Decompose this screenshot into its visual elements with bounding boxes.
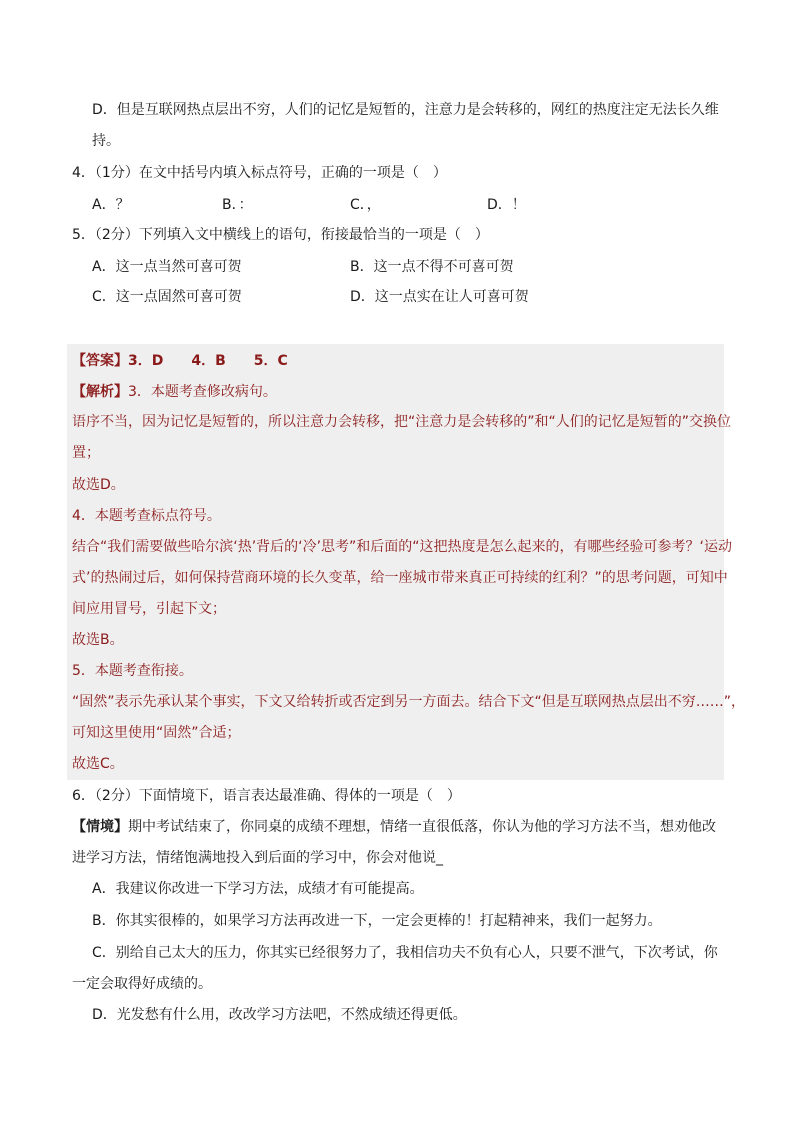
analysis-q4-line3: 间应用冒号，引起下文； [72, 601, 226, 617]
q4-stem: 4．（1分）在文中括号内填入标点符号，正确的一项是（ ） [72, 165, 447, 181]
analysis-q3-conclusion: 故选D。 [72, 477, 125, 493]
q6-option-b: B．你其实很棒的，如果学习方法再改进一下，一定会更棒的！打起精神来，我们一起努力。 [92, 913, 662, 929]
analysis-q4-head: 4．本题考查标点符号。 [72, 508, 221, 524]
q5-option-c: C．这一点固然可喜可贺 [92, 289, 242, 305]
q4-option-a: A．？ [92, 197, 130, 213]
q6-option-a: A．我建议你改进一下学习方法，成绩才有可能提高。 [92, 881, 424, 897]
q6-stem: 6．（2分）下面情境下，语言表达最准确、得体的一项是（ ） [72, 788, 461, 804]
q4-option-c: C．， [350, 197, 381, 213]
analysis-q3-line2: 置； [72, 445, 100, 461]
q6-option-d: D．光发愁有什么用，改改学习方法吧，不然成绩还得更低。 [92, 1007, 467, 1023]
q6-context-line2: 进学习方法，情绪饱满地投入到后面的学习中，你会对他说_ [72, 850, 443, 866]
q3-option-d-line1: D．但是互联网热点层出不穷，人们的记忆是短暂的，注意力是会转移的，网红的热度注定无法长久维 [92, 102, 719, 118]
q6-option-c-line2: 一定会取得好成绩的。 [72, 976, 212, 992]
analysis-q3-line1: 语序不当，因为记忆是短暂的，所以注意力会转移，把“注意力是会转移的”和“人们的记忆是短暂的”交换位 [72, 414, 732, 430]
q6-context-text: 期中考试结束了，你同桌的成绩不理想，情绪一直很低落，你认为他的学习方法不当，想劝他改 [128, 819, 716, 835]
answers-row [72, 351, 288, 371]
q6-context-line1 [72, 817, 716, 837]
q6-context-label: 【情境】 [72, 819, 128, 835]
analysis-q5-head: 5．本题考查衔接。 [72, 663, 193, 679]
q5-option-a: A．这一点当然可喜可贺 [92, 259, 242, 275]
q4-option-d: D．！ [487, 197, 526, 213]
analysis-label: 【解析】 [72, 384, 128, 400]
q5-option-b: B．这一点不得不可喜可贺 [350, 259, 514, 275]
analysis-q5-line2: 可知这里使用“固然”合适； [72, 725, 241, 741]
q6-option-c-line1: C．别给自己太大的压力，你其实已经很努力了，我相信功夫不负有心人，只要不泄气，下次考试，你 [92, 945, 718, 961]
q5-stem: 5．（2分）下列填入文中横线上的语句，衔接最恰当的一项是（ ） [72, 227, 489, 243]
analysis-row [72, 382, 277, 402]
analysis-q5-line1: “固然”表示先承认某个事实，下文又给转折或否定到另一方面去。结合下文“但是互联网热点层出不穷……”， [72, 694, 746, 710]
analysis-q4-line2: 式’的热闹过后，如何保持营商环境的长久变革，给一座城市带来真正可持续的红利？”的思考问题，可知中 [72, 570, 728, 586]
analysis-q3-head: 3．本题考查修改病句。 [128, 384, 277, 400]
q3-option-d-line2: 持。 [92, 133, 120, 149]
answer-analysis-box [67, 344, 724, 780]
answers-value: 3．D 4．B 5．C [128, 353, 288, 369]
analysis-q5-conclusion: 故选C。 [72, 756, 124, 772]
q5-option-d: D．这一点实在让人可喜可贺 [350, 289, 529, 305]
answers-label: 【答案】 [72, 353, 128, 369]
q4-option-b: B．： [222, 197, 253, 213]
analysis-q4-conclusion: 故选B。 [72, 632, 124, 648]
analysis-q4-line1: 结合“我们需要做些哈尔滨‘热’背后的‘冷’思考”和后面的“这把热度是怎么起来的，有哪些经验可参考？‘运动 [72, 539, 733, 555]
